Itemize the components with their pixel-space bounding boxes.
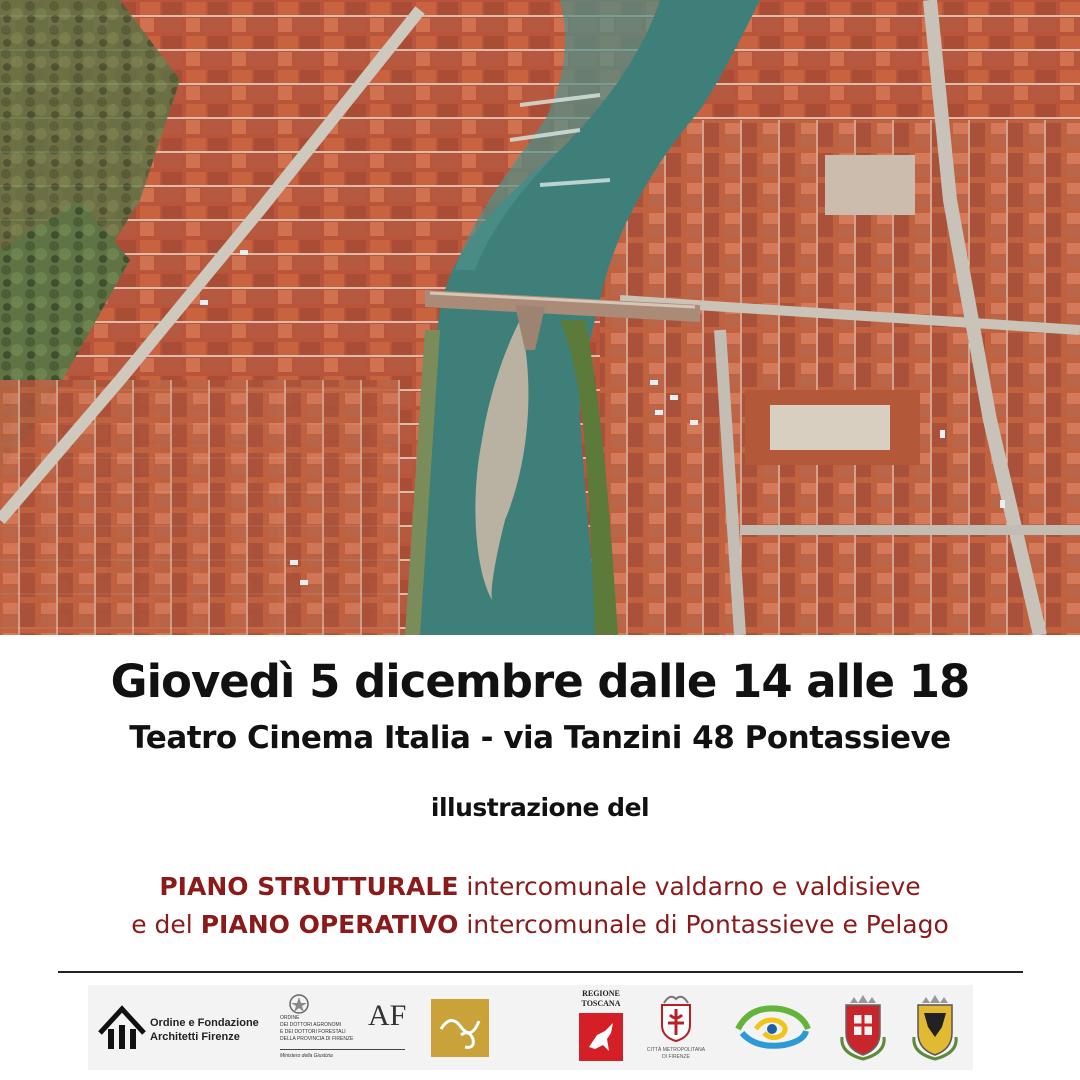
regione-line-1: REGIONE (582, 989, 620, 998)
pelago-crest-icon (910, 993, 960, 1063)
architetti-mark-icon (96, 1003, 148, 1053)
af-monogram: AF (368, 999, 407, 1032)
pontassieve-crest (836, 993, 890, 1063)
swirl-logo-icon (730, 1001, 814, 1055)
agronomi-rule (280, 1049, 405, 1050)
geometri-logo (431, 999, 489, 1057)
divider-line (58, 971, 1023, 973)
architetti-line-1: Ordine e Fondazione (150, 1017, 259, 1029)
pelago-crest (910, 993, 960, 1063)
sponsor-logo-strip (88, 985, 973, 1070)
regione-toscana-logo (576, 989, 626, 1065)
giglio-shield-icon (656, 991, 696, 1043)
citta-metropolitana-logo (646, 991, 706, 1067)
agronomi-footer: Ministero della Giustizia (280, 1053, 333, 1059)
emblem-icon (288, 993, 310, 1015)
agronomi-forestali-logo (280, 993, 415, 1065)
metro-caption-1: CITTÀ METROPOLITANA (646, 1047, 706, 1053)
plan-line-1 (0, 868, 1080, 906)
plan-line-2-rest: intercomunale di Pontassieve e Pelago (458, 910, 949, 939)
geometri-mark-icon (431, 999, 489, 1057)
regione-line-2: TOSCANA (581, 999, 621, 1008)
plan-line-2-prefix: e del (131, 910, 201, 939)
architetti-line-2: Architetti Firenze (150, 1031, 240, 1043)
agronomi-line-4: DELLA PROVINCIA DI FIRENZE (280, 1036, 354, 1042)
event-subhead: illustrazione del (430, 793, 650, 822)
agronomi-line-3: E DEI DOTTORI FORESTALI (280, 1029, 346, 1035)
plan-line-1-rest: intercomunale valdarno e valdisieve (458, 872, 921, 901)
agronomi-line-2: DEI DOTTORI AGRONOMI (280, 1022, 342, 1028)
event-venue: Teatro Cinema Italia - via Tanzini 48 Pontassieve (129, 720, 951, 756)
metro-caption-2: DI FIRENZE (662, 1054, 690, 1060)
plan-description (0, 868, 1080, 944)
event-date-headline: Giovedì 5 dicembre dalle 14 alle 18 (110, 655, 970, 708)
pegasus-flag-icon (579, 1013, 623, 1061)
agronomi-line-1: ORDINE (280, 1015, 300, 1021)
plan-line-2 (0, 906, 1080, 944)
piano-strutturale-label: PIANO STRUTTURALE (159, 872, 459, 901)
pontassieve-crest-icon (836, 993, 890, 1063)
unione-comuni-logo (730, 1001, 814, 1055)
architetti-firenze-logo (96, 1003, 266, 1053)
piano-operativo-label: PIANO OPERATIVO (200, 910, 459, 939)
